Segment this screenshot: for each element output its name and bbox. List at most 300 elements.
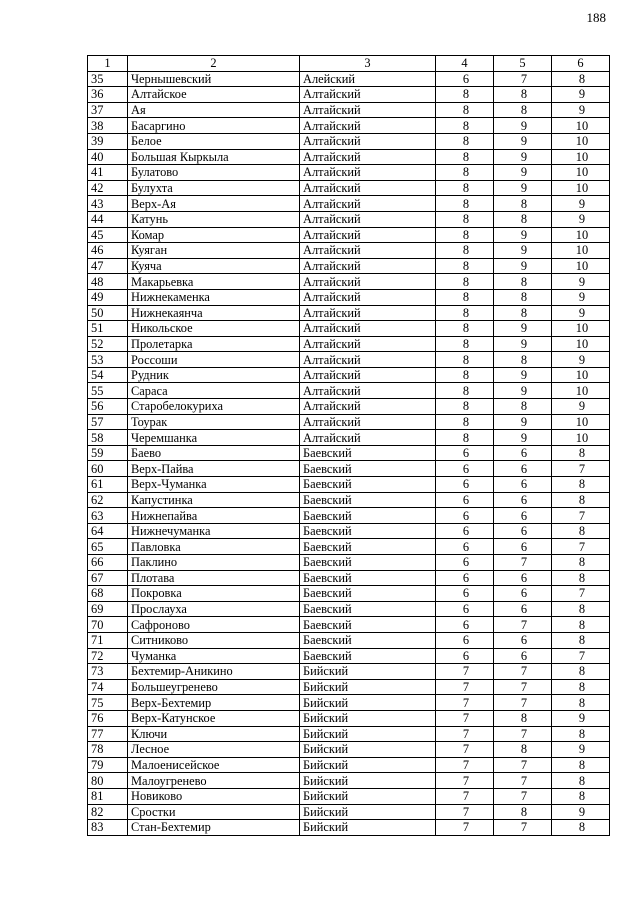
value-col-4: 7 <box>436 804 494 820</box>
settlement-name: Комар <box>128 227 300 243</box>
value-col-6: 8 <box>552 617 610 633</box>
value-col-4: 8 <box>436 352 494 368</box>
table-row <box>88 243 610 259</box>
settlement-name: Большеугренево <box>128 679 300 695</box>
row-number: 71 <box>88 632 128 648</box>
value-col-4: 8 <box>436 383 494 399</box>
value-col-5: 6 <box>494 492 552 508</box>
district-name: Баевский <box>300 492 436 508</box>
district-name: Алтайский <box>300 274 436 290</box>
row-number: 35 <box>88 71 128 87</box>
row-number: 40 <box>88 149 128 165</box>
value-col-4: 8 <box>436 180 494 196</box>
settlement-name: Прослауха <box>128 601 300 617</box>
table-row <box>88 321 610 337</box>
value-col-6: 8 <box>552 71 610 87</box>
value-col-6: 10 <box>552 118 610 134</box>
value-col-5: 9 <box>494 243 552 259</box>
value-col-5: 7 <box>494 726 552 742</box>
value-col-5: 9 <box>494 321 552 337</box>
district-name: Бийский <box>300 757 436 773</box>
value-col-4: 7 <box>436 820 494 836</box>
column-header: 6 <box>552 56 610 72</box>
settlement-name: Верх-Чуманка <box>128 477 300 493</box>
district-name: Бийский <box>300 804 436 820</box>
row-number: 36 <box>88 87 128 103</box>
value-col-4: 6 <box>436 617 494 633</box>
table-row <box>88 305 610 321</box>
value-col-6: 10 <box>552 367 610 383</box>
value-col-4: 8 <box>436 149 494 165</box>
table-row <box>88 820 610 836</box>
value-col-6: 7 <box>552 508 610 524</box>
value-col-6: 8 <box>552 679 610 695</box>
value-col-5: 9 <box>494 258 552 274</box>
table-row <box>88 211 610 227</box>
value-col-4: 6 <box>436 461 494 477</box>
value-col-5: 9 <box>494 149 552 165</box>
value-col-4: 8 <box>436 289 494 305</box>
value-col-5: 7 <box>494 664 552 680</box>
value-col-4: 8 <box>436 165 494 181</box>
district-name: Баевский <box>300 555 436 571</box>
settlement-name: Покровка <box>128 586 300 602</box>
table-row <box>88 399 610 415</box>
district-name: Алтайский <box>300 414 436 430</box>
value-col-5: 8 <box>494 742 552 758</box>
value-col-6: 9 <box>552 352 610 368</box>
value-col-4: 6 <box>436 445 494 461</box>
table-row <box>88 632 610 648</box>
row-number: 53 <box>88 352 128 368</box>
value-col-5: 9 <box>494 367 552 383</box>
settlement-name: Старобелокуриха <box>128 399 300 415</box>
row-number: 73 <box>88 664 128 680</box>
value-col-5: 8 <box>494 289 552 305</box>
value-col-6: 8 <box>552 555 610 571</box>
value-col-6: 9 <box>552 804 610 820</box>
value-col-6: 10 <box>552 165 610 181</box>
value-col-5: 9 <box>494 430 552 446</box>
row-number: 61 <box>88 477 128 493</box>
value-col-5: 6 <box>494 508 552 524</box>
value-col-5: 7 <box>494 773 552 789</box>
district-name: Баевский <box>300 445 436 461</box>
value-col-6: 8 <box>552 664 610 680</box>
value-col-5: 8 <box>494 710 552 726</box>
table-row <box>88 118 610 134</box>
table-row <box>88 617 610 633</box>
table-row <box>88 87 610 103</box>
value-col-5: 7 <box>494 757 552 773</box>
value-col-4: 8 <box>436 243 494 259</box>
table-row <box>88 336 610 352</box>
table-row <box>88 227 610 243</box>
settlement-name: Нижнекаянча <box>128 305 300 321</box>
value-col-6: 9 <box>552 399 610 415</box>
value-col-6: 7 <box>552 461 610 477</box>
table-row <box>88 555 610 571</box>
district-name: Баевский <box>300 570 436 586</box>
row-number: 58 <box>88 430 128 446</box>
district-name: Баевский <box>300 477 436 493</box>
row-number: 81 <box>88 788 128 804</box>
value-col-4: 6 <box>436 523 494 539</box>
settlement-name: Нижнечуманка <box>128 523 300 539</box>
settlement-name: Павловка <box>128 539 300 555</box>
district-name: Баевский <box>300 586 436 602</box>
value-col-4: 7 <box>436 757 494 773</box>
settlement-name: Капустинка <box>128 492 300 508</box>
column-header: 2 <box>128 56 300 72</box>
value-col-5: 8 <box>494 399 552 415</box>
row-number: 43 <box>88 196 128 212</box>
row-number: 77 <box>88 726 128 742</box>
value-col-6: 8 <box>552 726 610 742</box>
value-col-5: 9 <box>494 165 552 181</box>
value-col-5: 6 <box>494 648 552 664</box>
district-name: Алтайский <box>300 196 436 212</box>
district-name: Баевский <box>300 461 436 477</box>
settlement-name: Булухта <box>128 180 300 196</box>
settlement-name: Новиково <box>128 788 300 804</box>
value-col-5: 9 <box>494 336 552 352</box>
district-name: Алтайский <box>300 336 436 352</box>
table-body <box>88 71 610 835</box>
district-name: Алтайский <box>300 367 436 383</box>
row-number: 80 <box>88 773 128 789</box>
table-row <box>88 149 610 165</box>
value-col-6: 8 <box>552 492 610 508</box>
row-number: 37 <box>88 102 128 118</box>
settlement-name: Булатово <box>128 165 300 181</box>
settlement-name: Катунь <box>128 211 300 227</box>
table-row <box>88 274 610 290</box>
value-col-6: 8 <box>552 695 610 711</box>
row-number: 52 <box>88 336 128 352</box>
table-row <box>88 133 610 149</box>
district-name: Алтайский <box>300 227 436 243</box>
value-col-5: 9 <box>494 383 552 399</box>
district-name: Алтайский <box>300 305 436 321</box>
table-row <box>88 695 610 711</box>
row-number: 69 <box>88 601 128 617</box>
district-name: Баевский <box>300 648 436 664</box>
value-col-4: 6 <box>436 601 494 617</box>
value-col-5: 7 <box>494 820 552 836</box>
value-col-6: 10 <box>552 227 610 243</box>
value-col-6: 8 <box>552 523 610 539</box>
district-name: Алтайский <box>300 211 436 227</box>
value-col-6: 9 <box>552 305 610 321</box>
value-col-5: 9 <box>494 227 552 243</box>
table-row <box>88 71 610 87</box>
value-col-6: 8 <box>552 570 610 586</box>
row-number: 65 <box>88 539 128 555</box>
value-col-4: 8 <box>436 258 494 274</box>
district-name: Баевский <box>300 617 436 633</box>
district-name: Алтайский <box>300 165 436 181</box>
value-col-5: 6 <box>494 570 552 586</box>
value-col-6: 10 <box>552 133 610 149</box>
value-col-5: 9 <box>494 414 552 430</box>
settlement-name: Верх-Бехтемир <box>128 695 300 711</box>
row-number: 82 <box>88 804 128 820</box>
value-col-4: 8 <box>436 133 494 149</box>
row-number: 83 <box>88 820 128 836</box>
district-name: Баевский <box>300 508 436 524</box>
settlement-name: Куяча <box>128 258 300 274</box>
district-name: Бийский <box>300 820 436 836</box>
settlement-name: Россоши <box>128 352 300 368</box>
row-number: 38 <box>88 118 128 134</box>
row-number: 72 <box>88 648 128 664</box>
value-col-4: 7 <box>436 742 494 758</box>
row-number: 64 <box>88 523 128 539</box>
row-number: 79 <box>88 757 128 773</box>
value-col-4: 8 <box>436 274 494 290</box>
settlement-name: Верх-Ая <box>128 196 300 212</box>
settlement-name: Черемшанка <box>128 430 300 446</box>
value-col-6: 9 <box>552 87 610 103</box>
value-col-4: 7 <box>436 695 494 711</box>
settlement-name: Куяган <box>128 243 300 259</box>
district-name: Алтайский <box>300 258 436 274</box>
value-col-6: 8 <box>552 477 610 493</box>
settlement-name: Нижнепайва <box>128 508 300 524</box>
table-row <box>88 710 610 726</box>
row-number: 78 <box>88 742 128 758</box>
table-row <box>88 788 610 804</box>
value-col-6: 9 <box>552 102 610 118</box>
table-row <box>88 196 610 212</box>
district-name: Бийский <box>300 726 436 742</box>
value-col-5: 8 <box>494 102 552 118</box>
value-col-5: 8 <box>494 87 552 103</box>
value-col-6: 10 <box>552 383 610 399</box>
value-col-4: 6 <box>436 648 494 664</box>
value-col-6: 10 <box>552 430 610 446</box>
value-col-4: 6 <box>436 492 494 508</box>
value-col-4: 7 <box>436 788 494 804</box>
value-col-4: 6 <box>436 586 494 602</box>
district-name: Бийский <box>300 742 436 758</box>
table-row <box>88 414 610 430</box>
settlement-name: Плотава <box>128 570 300 586</box>
row-number: 62 <box>88 492 128 508</box>
row-number: 41 <box>88 165 128 181</box>
table-row <box>88 430 610 446</box>
value-col-5: 6 <box>494 632 552 648</box>
settlement-name: Пролетарка <box>128 336 300 352</box>
value-col-6: 7 <box>552 539 610 555</box>
table-row <box>88 664 610 680</box>
district-name: Алтайский <box>300 133 436 149</box>
value-col-5: 8 <box>494 211 552 227</box>
value-col-5: 7 <box>494 679 552 695</box>
value-col-6: 8 <box>552 788 610 804</box>
settlement-name: Нижнекаменка <box>128 289 300 305</box>
row-number: 67 <box>88 570 128 586</box>
value-col-5: 7 <box>494 71 552 87</box>
row-number: 76 <box>88 710 128 726</box>
settlement-name: Басаргино <box>128 118 300 134</box>
value-col-4: 6 <box>436 508 494 524</box>
table-row <box>88 508 610 524</box>
row-number: 74 <box>88 679 128 695</box>
table-row <box>88 258 610 274</box>
row-number: 45 <box>88 227 128 243</box>
settlement-name: Чуманка <box>128 648 300 664</box>
column-header: 3 <box>300 56 436 72</box>
value-col-4: 6 <box>436 555 494 571</box>
row-number: 55 <box>88 383 128 399</box>
table-row <box>88 383 610 399</box>
district-name: Баевский <box>300 539 436 555</box>
settlement-name: Чернышевский <box>128 71 300 87</box>
value-col-4: 8 <box>436 102 494 118</box>
settlement-name: Сафроново <box>128 617 300 633</box>
table-row <box>88 180 610 196</box>
table-row <box>88 539 610 555</box>
district-name: Алейский <box>300 71 436 87</box>
value-col-4: 6 <box>436 539 494 555</box>
value-col-4: 7 <box>436 773 494 789</box>
row-number: 51 <box>88 321 128 337</box>
row-number: 75 <box>88 695 128 711</box>
value-col-4: 8 <box>436 227 494 243</box>
value-col-4: 8 <box>436 399 494 415</box>
value-col-5: 7 <box>494 695 552 711</box>
settlement-name: Стан-Бехтемир <box>128 820 300 836</box>
value-col-6: 9 <box>552 742 610 758</box>
settlement-name: Ситниково <box>128 632 300 648</box>
value-col-4: 8 <box>436 118 494 134</box>
settlement-name: Сараса <box>128 383 300 399</box>
value-col-5: 9 <box>494 118 552 134</box>
value-col-4: 8 <box>436 305 494 321</box>
settlement-name: Верх-Пайва <box>128 461 300 477</box>
settlement-name: Малоугренево <box>128 773 300 789</box>
table-row <box>88 492 610 508</box>
value-col-5: 6 <box>494 523 552 539</box>
settlement-name: Баево <box>128 445 300 461</box>
value-col-4: 6 <box>436 570 494 586</box>
value-col-4: 8 <box>436 87 494 103</box>
value-col-5: 8 <box>494 352 552 368</box>
row-number: 70 <box>88 617 128 633</box>
data-table <box>87 55 610 836</box>
value-col-4: 8 <box>436 367 494 383</box>
table-row <box>88 477 610 493</box>
value-col-6: 7 <box>552 648 610 664</box>
value-col-5: 6 <box>494 586 552 602</box>
value-col-4: 7 <box>436 664 494 680</box>
district-name: Алтайский <box>300 352 436 368</box>
row-number: 60 <box>88 461 128 477</box>
district-name: Баевский <box>300 601 436 617</box>
table-row <box>88 289 610 305</box>
settlement-name: Белое <box>128 133 300 149</box>
value-col-4: 8 <box>436 211 494 227</box>
value-col-6: 9 <box>552 211 610 227</box>
value-col-5: 6 <box>494 445 552 461</box>
column-header: 5 <box>494 56 552 72</box>
header-row <box>88 56 610 72</box>
value-col-5: 7 <box>494 617 552 633</box>
settlement-name: Малоенисейское <box>128 757 300 773</box>
settlement-name: Большая Кыркыла <box>128 149 300 165</box>
district-name: Бийский <box>300 788 436 804</box>
value-col-4: 8 <box>436 321 494 337</box>
row-number: 42 <box>88 180 128 196</box>
table-row <box>88 773 610 789</box>
settlement-name: Тоурак <box>128 414 300 430</box>
table-row <box>88 742 610 758</box>
district-name: Алтайский <box>300 399 436 415</box>
district-name: Бийский <box>300 773 436 789</box>
district-name: Бийский <box>300 695 436 711</box>
settlement-name: Ая <box>128 102 300 118</box>
value-col-6: 10 <box>552 321 610 337</box>
row-number: 68 <box>88 586 128 602</box>
value-col-4: 8 <box>436 430 494 446</box>
district-name: Алтайский <box>300 102 436 118</box>
value-col-4: 7 <box>436 726 494 742</box>
value-col-4: 6 <box>436 632 494 648</box>
table-row <box>88 445 610 461</box>
district-name: Алтайский <box>300 289 436 305</box>
row-number: 59 <box>88 445 128 461</box>
district-name: Баевский <box>300 523 436 539</box>
value-col-5: 6 <box>494 461 552 477</box>
value-col-6: 9 <box>552 274 610 290</box>
value-col-4: 8 <box>436 414 494 430</box>
value-col-6: 8 <box>552 445 610 461</box>
page-number: 188 <box>586 10 606 25</box>
table-row <box>88 352 610 368</box>
value-col-4: 6 <box>436 71 494 87</box>
district-name: Алтайский <box>300 243 436 259</box>
settlement-name: Макарьевка <box>128 274 300 290</box>
settlement-name: Паклино <box>128 555 300 571</box>
row-number: 66 <box>88 555 128 571</box>
table-row <box>88 165 610 181</box>
settlement-name: Алтайское <box>128 87 300 103</box>
district-name: Алтайский <box>300 118 436 134</box>
district-name: Баевский <box>300 632 436 648</box>
value-col-6: 10 <box>552 243 610 259</box>
row-number: 49 <box>88 289 128 305</box>
value-col-5: 7 <box>494 788 552 804</box>
settlement-name: Ключи <box>128 726 300 742</box>
value-col-6: 9 <box>552 289 610 305</box>
row-number: 63 <box>88 508 128 524</box>
value-col-5: 7 <box>494 555 552 571</box>
settlement-name: Бехтемир-Аникино <box>128 664 300 680</box>
value-col-6: 8 <box>552 601 610 617</box>
row-number: 44 <box>88 211 128 227</box>
district-name: Алтайский <box>300 180 436 196</box>
row-number: 47 <box>88 258 128 274</box>
table-row <box>88 367 610 383</box>
settlement-name: Лесное <box>128 742 300 758</box>
row-number: 57 <box>88 414 128 430</box>
value-col-6: 7 <box>552 586 610 602</box>
row-number: 56 <box>88 399 128 415</box>
district-name: Бийский <box>300 664 436 680</box>
table-row <box>88 804 610 820</box>
